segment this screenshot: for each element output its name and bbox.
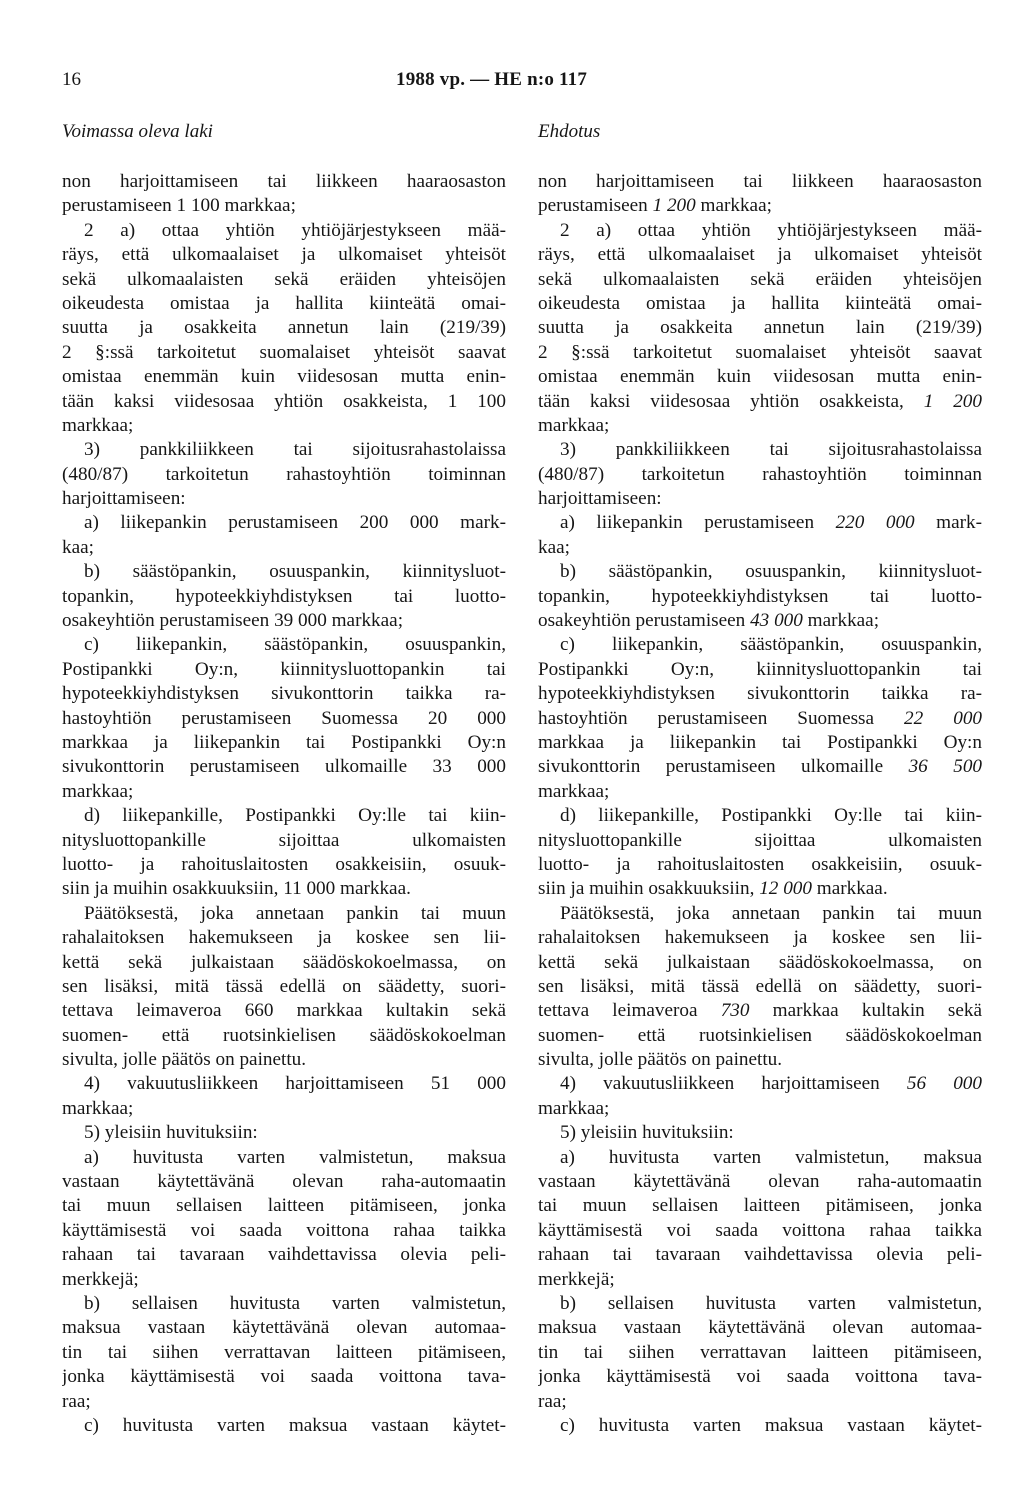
text-line: suutta ja osakkeita annetun lain (219/39) bbox=[62, 317, 506, 339]
text-line: c) huvitusta varten maksua vastaan käytet- bbox=[84, 1414, 506, 1436]
text-line: Postipankki Oy:n, kiinnitysluottopankin tai bbox=[538, 658, 982, 680]
text-line: hastoyhtiön perustamiseen Suomessa 20 000 bbox=[62, 707, 506, 729]
text-line: c) liikepankin, säästöpankin, osuuspankin, bbox=[84, 634, 506, 656]
text-line: räys, että ulkomaalaiset ja ulkomaiset yhteisöt bbox=[538, 244, 982, 266]
text-line: 2 §:ssä tarkoitetut suomalaiset yhteisöt saavat bbox=[538, 341, 982, 363]
text-line: sivulta, jolle päätös on painettu. bbox=[538, 1049, 783, 1071]
text-line: d) liikepankille, Postipankki Oy:lle tai kiin- bbox=[84, 805, 506, 827]
text-line: 3) pankkiliikkeen tai sijoitusrahastolaissa bbox=[560, 439, 982, 461]
text-line: c) liikepankin, säästöpankin, osuuspankin, bbox=[560, 634, 982, 656]
text-line: rahaan tai tavaraan vaihdettavissa olevia peli- bbox=[538, 1244, 982, 1266]
text-line: (480/87) tarkoitetun rahastoyhtiön toiminnan bbox=[538, 463, 982, 485]
text-line: sivukonttorin perustamiseen ulkomaille 36 500 bbox=[538, 756, 982, 778]
text-line: rahalaitoksen hakemukseen ja koskee sen lii- bbox=[538, 927, 982, 949]
text-line: luotto- ja rahoituslaitosten osakkeisiin, osuuk- bbox=[538, 853, 982, 875]
text-line: topankin, hypoteekkiyhdistyksen tai luotto- bbox=[62, 585, 506, 607]
text-line: sekä ulkomaalaisten sekä eräiden yhteisöjen bbox=[538, 268, 982, 290]
text-line: perustamiseen 1 200 markkaa; bbox=[538, 195, 772, 217]
amended-amount: 1 200 bbox=[923, 390, 982, 412]
text-line: tai muun sellaisen laitteen pitämiseen, jonka bbox=[538, 1195, 982, 1217]
text-line: kaa; bbox=[62, 536, 94, 558]
text-line: hypoteekkiyhdistyksen sivukonttorin taikka ra- bbox=[62, 683, 506, 705]
text-line: tai muun sellaisen laitteen pitämiseen, jonka bbox=[62, 1195, 506, 1217]
text-line: merkkejä; bbox=[538, 1268, 615, 1290]
text-line: markkaa; bbox=[62, 780, 134, 802]
text-line: 2 a) ottaa yhtiön yhtiöjärjestykseen mää- bbox=[84, 219, 506, 241]
text-line: sivukonttorin perustamiseen ulkomaille 33 000 bbox=[62, 756, 506, 778]
text-line: markkaa; bbox=[538, 1097, 610, 1119]
text-line: nitysluottopankille sijoittaa ulkomaisten bbox=[538, 829, 982, 851]
text-line: osakeyhtiön perustamiseen 43 000 markkaa; bbox=[538, 610, 880, 632]
text-line: raa; bbox=[62, 1390, 91, 1412]
text-line: raa; bbox=[538, 1390, 567, 1412]
text-line: 2 §:ssä tarkoitetut suomalaiset yhteisöt saavat bbox=[62, 341, 506, 363]
text-line: a) liikepankin perustamiseen 220 000 mark- bbox=[560, 512, 982, 534]
text-line: non harjoittamiseen tai liikkeen haaraosaston bbox=[62, 171, 506, 192]
text-line: 5) yleisiin huvituksiin: bbox=[560, 1122, 734, 1144]
text-line: nitysluottopankille sijoittaa ulkomaisten bbox=[62, 829, 506, 851]
text-line: merkkejä; bbox=[62, 1268, 139, 1290]
amended-amount: 220 000 bbox=[835, 512, 915, 534]
amended-amount: 43 000 bbox=[750, 610, 803, 632]
text-line: vastaan käytettävänä olevan raha-automaatin bbox=[62, 1171, 506, 1193]
text-line: sivulta, jolle päätös on painettu. bbox=[62, 1049, 307, 1071]
amended-amount: 12 000 bbox=[759, 878, 812, 900]
text-line: käyttämisestä voi saada voittona rahaa taikka bbox=[62, 1219, 506, 1241]
text-line: harjoittamiseen: bbox=[62, 488, 186, 510]
text-line: tettava leimaveroa 730 markkaa kultakin sekä bbox=[538, 1000, 982, 1022]
text-line: jonka käyttämisestä voi saada voittona tava- bbox=[62, 1366, 506, 1388]
text-line: rahaan tai tavaraan vaihdettavissa olevia peli- bbox=[62, 1244, 506, 1266]
amended-amount: 56 000 bbox=[906, 1073, 982, 1095]
text-line: perustamiseen 1 100 markkaa; bbox=[62, 195, 296, 217]
text-line: harjoittamiseen: bbox=[538, 488, 662, 510]
text-line: suomen- että ruotsinkielisen säädöskokoelman bbox=[62, 1024, 506, 1046]
right-column-text bbox=[538, 170, 982, 1438]
left-column-title: Voimassa oleva laki bbox=[62, 121, 213, 142]
text-line: rahalaitoksen hakemukseen ja koskee sen lii- bbox=[62, 927, 506, 949]
text-line: tään kaksi viidesosaa yhtiön osakkeista, 1 200 bbox=[538, 390, 982, 412]
text-line: b) säästöpankin, osuuspankin, kiinnitysluot- bbox=[84, 561, 506, 583]
text-line: suutta ja osakkeita annetun lain (219/39) bbox=[538, 317, 982, 339]
text-line: vastaan käytettävänä olevan raha-automaatin bbox=[538, 1171, 982, 1193]
text-line: (480/87) tarkoitetun rahastoyhtiön toiminnan bbox=[62, 463, 506, 485]
text-line: kettä sekä julkaistaan säädöskokoelmassa, on bbox=[538, 951, 982, 973]
text-line: omistaa enemmän kuin viidesosan mutta enin- bbox=[62, 366, 506, 388]
text-line: siin ja muihin osakkuuksiin, 12 000 markkaa. bbox=[538, 878, 888, 900]
text-line: käyttämisestä voi saada voittona rahaa taikka bbox=[538, 1219, 982, 1241]
amended-amount: 1 200 bbox=[652, 195, 696, 217]
text-line: non harjoittamiseen tai liikkeen haaraosaston bbox=[538, 171, 982, 192]
text-line: b) sellaisen huvitusta varten valmistetun, bbox=[560, 1292, 982, 1314]
text-line: maksua vastaan käytettävänä olevan automaa- bbox=[62, 1317, 506, 1339]
text-line: markkaa ja liikepankin tai Postipankki Oy:n bbox=[538, 731, 982, 753]
text-line: luotto- ja rahoituslaitosten osakkeisiin, osuuk- bbox=[62, 853, 506, 875]
text-line: omistaa enemmän kuin viidesosan mutta enin- bbox=[538, 366, 982, 388]
text-line: tettava leimaveroa 660 markkaa kultakin sekä bbox=[62, 1000, 506, 1022]
text-line: sen lisäksi, mitä tässä edellä on säädetty, suori- bbox=[538, 975, 982, 997]
text-line: räys, että ulkomaalaiset ja ulkomaiset yhteisöt bbox=[62, 244, 506, 266]
text-line: Postipankki Oy:n, kiinnitysluottopankin tai bbox=[62, 658, 506, 680]
amended-amount: 730 bbox=[720, 1000, 750, 1022]
text-line: c) huvitusta varten maksua vastaan käytet- bbox=[560, 1414, 982, 1436]
text-line: maksua vastaan käytettävänä olevan automaa- bbox=[538, 1317, 982, 1339]
text-line: b) säästöpankin, osuuspankin, kiinnitysluot- bbox=[560, 561, 982, 583]
text-line: kaa; bbox=[538, 536, 570, 558]
text-line: markkaa ja liikepankin tai Postipankki Oy:n bbox=[62, 731, 506, 753]
text-line: siin ja muihin osakkuuksiin, 11 000 markkaa. bbox=[62, 878, 411, 900]
text-line: markkaa; bbox=[538, 780, 610, 802]
text-line: 4) vakuutusliikkeen harjoittamiseen 51 000 bbox=[84, 1073, 506, 1095]
page-number: 16 bbox=[62, 69, 81, 90]
text-line: oikeudesta omistaa ja hallita kiinteätä omai- bbox=[62, 292, 506, 314]
text-line: suomen- että ruotsinkielisen säädöskokoelman bbox=[538, 1024, 982, 1046]
text-line: markkaa; bbox=[538, 414, 610, 436]
text-line: hastoyhtiön perustamiseen Suomessa 22 000 bbox=[538, 707, 982, 729]
text-line: b) sellaisen huvitusta varten valmistetun, bbox=[84, 1292, 506, 1314]
amended-amount: 36 500 bbox=[908, 756, 982, 778]
text-line: jonka käyttämisestä voi saada voittona tava- bbox=[538, 1366, 982, 1388]
text-line: osakeyhtiön perustamiseen 39 000 markkaa; bbox=[62, 610, 404, 632]
text-line: 3) pankkiliikkeen tai sijoitusrahastolaissa bbox=[84, 439, 506, 461]
text-line: 4) vakuutusliikkeen harjoittamiseen 56 000 bbox=[560, 1073, 982, 1095]
text-line: 5) yleisiin huvituksiin: bbox=[84, 1122, 258, 1144]
text-line: markkaa; bbox=[62, 414, 134, 436]
text-line: tin tai siihen verrattavan laitteen pitämiseen, bbox=[538, 1341, 982, 1363]
text-line: hypoteekkiyhdistyksen sivukonttorin taikka ra- bbox=[538, 683, 982, 705]
left-column-text bbox=[62, 170, 506, 1438]
text-line: sekä ulkomaalaisten sekä eräiden yhteisöjen bbox=[62, 268, 506, 290]
text-line: Päätöksestä, joka annetaan pankin tai muun bbox=[560, 902, 982, 924]
text-line: tään kaksi viidesosaa yhtiön osakkeista, 1 100 bbox=[62, 390, 506, 412]
text-line: tin tai siihen verrattavan laitteen pitämiseen, bbox=[62, 1341, 506, 1363]
text-line: oikeudesta omistaa ja hallita kiinteätä omai- bbox=[538, 292, 982, 314]
text-line: topankin, hypoteekkiyhdistyksen tai luotto- bbox=[538, 585, 982, 607]
text-line: kettä sekä julkaistaan säädöskokoelmassa, on bbox=[62, 951, 506, 973]
text-line: a) huvitusta varten valmistetun, maksua bbox=[84, 1146, 506, 1168]
running-head: 1988 vp. — HE n:o 117 bbox=[396, 69, 588, 90]
amended-amount: 22 000 bbox=[904, 707, 982, 729]
text-line: Päätöksestä, joka annetaan pankin tai muun bbox=[84, 902, 506, 924]
text-line: sen lisäksi, mitä tässä edellä on säädetty, suori- bbox=[62, 975, 506, 997]
text-line: markkaa; bbox=[62, 1097, 134, 1119]
text-line: d) liikepankille, Postipankki Oy:lle tai kiin- bbox=[560, 805, 982, 827]
text-line: a) huvitusta varten valmistetun, maksua bbox=[560, 1146, 982, 1168]
text-line: a) liikepankin perustamiseen 200 000 mark- bbox=[84, 512, 506, 534]
right-column-title: Ehdotus bbox=[538, 121, 601, 142]
text-line: 2 a) ottaa yhtiön yhtiöjärjestykseen mää- bbox=[560, 219, 982, 241]
